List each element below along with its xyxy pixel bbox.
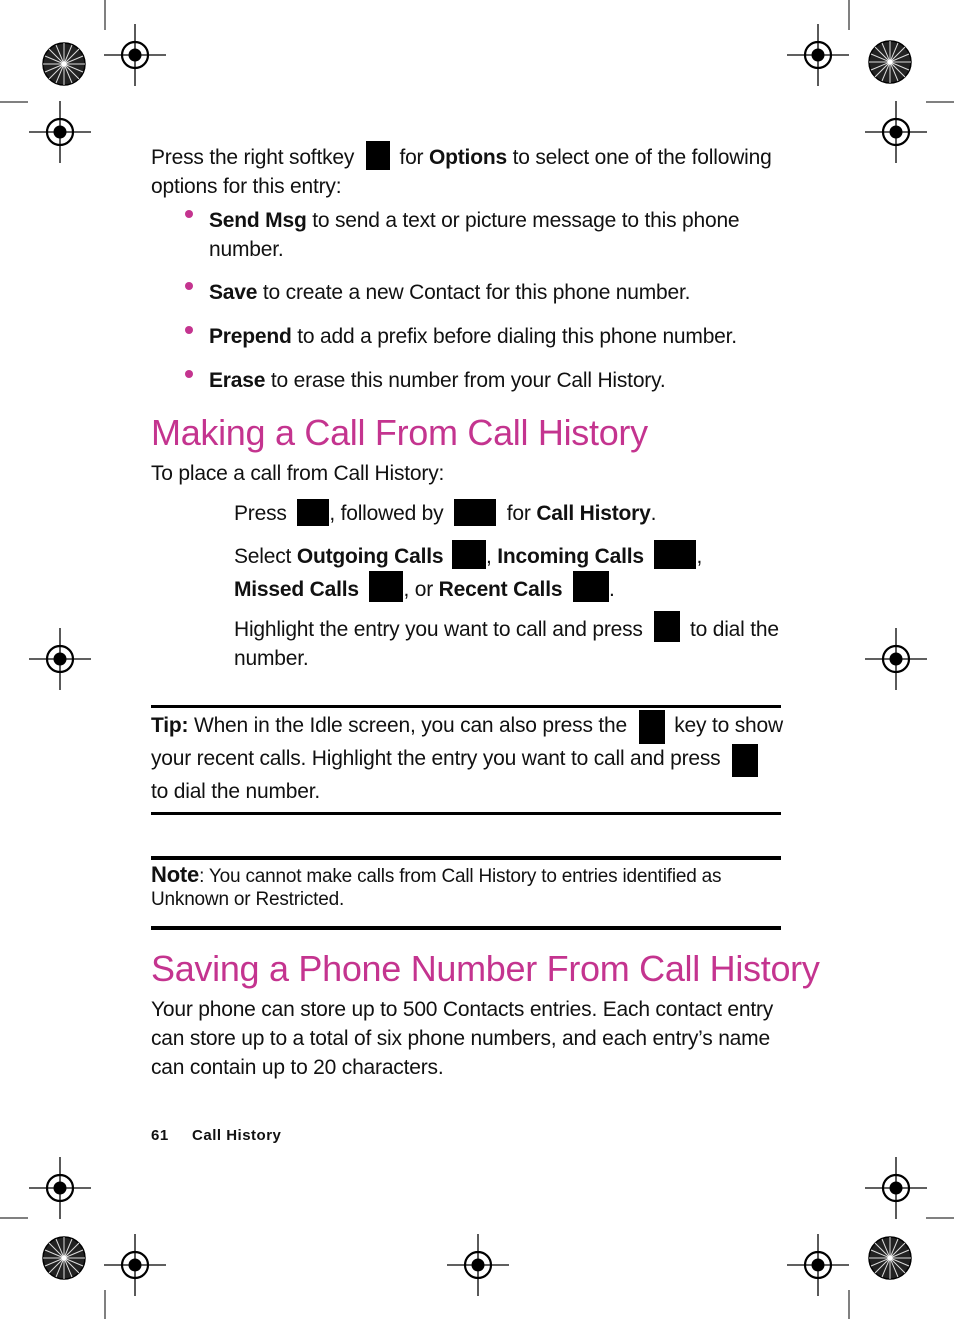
- send-key-icon: [639, 710, 665, 744]
- tip-box: [151, 710, 781, 806]
- list-item-term: Erase: [209, 369, 266, 392]
- list-item-text: to add a prefix before dialing this phone number.: [297, 325, 737, 348]
- note-bottom-rule: [151, 926, 781, 930]
- send-key-icon: [654, 611, 680, 642]
- key-icon: [452, 540, 486, 569]
- footer-section: Call History: [192, 1127, 282, 1144]
- registration-mark-icon: [787, 24, 849, 86]
- list-item-text: to send a text or picture message to this phone number.: [209, 209, 740, 261]
- star-mark-icon: [869, 41, 911, 83]
- options-term: Options: [429, 146, 507, 169]
- registration-mark-icon: [29, 101, 91, 163]
- note-text: : You cannot make calls from Call History to entries identified as Unknown or Restricted.: [151, 866, 722, 910]
- step-2: Select Outgoing Calls , Incoming Calls , Missed Calls , or Recent Calls .: [234, 540, 781, 604]
- menu-key-icon: [297, 499, 329, 526]
- list-item-term: Prepend: [209, 325, 292, 348]
- registration-mark-icon: [865, 1157, 927, 1219]
- note-label: Note: [151, 862, 200, 887]
- tip-label: Tip:: [151, 714, 189, 737]
- tip-line-1: Tip: When in the Idle screen, you can also press the key to show: [151, 710, 781, 744]
- star-mark-icon: [43, 43, 85, 85]
- bullet-icon: [185, 210, 193, 218]
- options-intro: [151, 141, 781, 201]
- section-heading-making-call: Making a Call From Call History: [151, 412, 648, 453]
- step-3: Highlight the entry you want to call and press to dial the number.: [234, 611, 781, 673]
- section-heading-saving-number: Saving a Phone Number From Call History: [151, 948, 820, 989]
- registration-mark-icon: [104, 1234, 166, 1296]
- intro-after: to select one of the following options for this entry:: [151, 146, 772, 198]
- list-item-text: to create a new Contact for this phone number.: [262, 281, 691, 304]
- registration-mark-icon: [865, 628, 927, 690]
- page-footer: [151, 1127, 281, 1144]
- bullet-icon: [185, 282, 193, 290]
- note-box: [151, 863, 781, 911]
- registration-mark-icon: [29, 1157, 91, 1219]
- list-item-term: Save: [209, 281, 258, 304]
- step-1: Press , followed by for Call History.: [234, 499, 781, 528]
- list-item: [209, 278, 781, 307]
- intro-text: Press the right softkey: [151, 146, 355, 169]
- tip-bottom-rule: [151, 812, 781, 815]
- tip-line-3: to dial the number.: [151, 780, 320, 803]
- send-key-icon: [732, 744, 758, 777]
- page-number: 61: [151, 1127, 169, 1144]
- bullet-icon: [185, 326, 193, 334]
- note-top-rule: [151, 856, 781, 860]
- key-icon: [369, 571, 403, 602]
- section2-body: Your phone can store up to 500 Contacts entries. Each contact entry can store up to a total of six phone numbers, and each entry’s name can contain up to 20 characters.: [151, 998, 774, 1079]
- tip-top-rule: [151, 705, 781, 708]
- bullet-icon: [185, 370, 193, 378]
- list-item: [209, 206, 781, 264]
- key-icon: [654, 540, 696, 569]
- list-item-term: Send Msg: [209, 209, 307, 232]
- registration-mark-icon: [787, 1234, 849, 1296]
- registration-mark-icon: [104, 24, 166, 86]
- key-icon: [573, 571, 609, 602]
- list-item: [209, 322, 781, 351]
- registration-mark-icon: [447, 1234, 509, 1296]
- intro-for: for: [399, 146, 424, 169]
- right-softkey-icon: [366, 141, 390, 170]
- number-key-icon: [454, 499, 496, 526]
- tip-line-2: your recent calls. Highlight the entry you want to call and press: [151, 744, 781, 777]
- section1-intro: To place a call from Call History:: [151, 462, 445, 485]
- list-item: [209, 366, 781, 395]
- list-item-text: to erase this number from your Call History.: [270, 369, 666, 392]
- registration-mark-icon: [29, 628, 91, 690]
- star-mark-icon: [43, 1237, 85, 1279]
- star-mark-icon: [869, 1237, 911, 1279]
- registration-mark-icon: [865, 101, 927, 163]
